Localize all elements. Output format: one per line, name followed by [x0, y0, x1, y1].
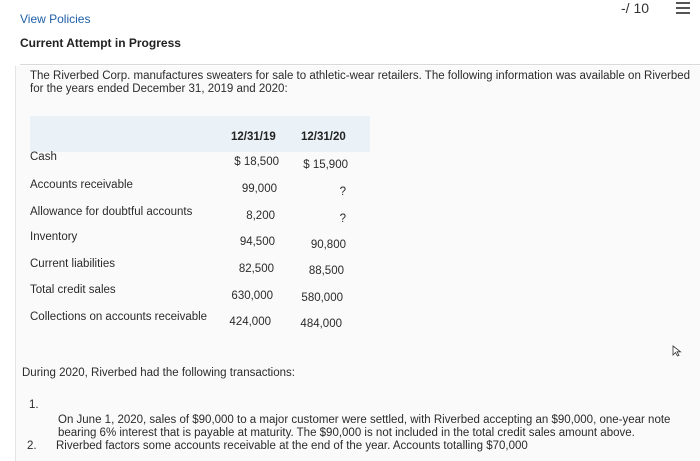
transaction-number: 2. — [27, 440, 37, 452]
cell-cash-2019: $ 18,500 — [234, 156, 279, 168]
row-label-accounts-receivable: Accounts receivable — [30, 179, 133, 191]
cell-liabilities-2019: 82,500 — [238, 263, 274, 275]
top-bar — [0, 0, 700, 60]
hamburger-menu-icon[interactable] — [676, 2, 690, 14]
row-label-allowance: Allowance for doubtful accounts — [30, 206, 193, 218]
attempt-status: Current Attempt in Progress — [20, 36, 181, 50]
transaction-item: Riverbed factors some accounts receivable at the end of the year. Accounts totalling $70,000 — [56, 440, 528, 452]
cell-collections-2019: 424,000 — [229, 316, 271, 328]
row-label-collections: Collections on accounts receivable — [30, 311, 208, 323]
transactions-intro: During 2020, Riverbed had the following transactions: — [22, 367, 295, 379]
question-panel — [15, 66, 700, 461]
cell-allowance-2019: 8,200 — [246, 210, 275, 222]
view-policies-link[interactable]: View Policies — [20, 12, 91, 26]
mouse-cursor-icon — [672, 345, 682, 357]
transaction-number: 1. — [29, 399, 39, 411]
cell-sales-2020: 580,000 — [301, 292, 343, 304]
row-label-cash: Cash — [30, 151, 57, 163]
problem-intro: The Riverbed Corp. manufactures sweaters for sale to athletic-wear retailers. The following information was available on Riverbed for the years ended December 31, 2019 and 2020: — [30, 70, 691, 95]
cell-ar-2019: 99,000 — [241, 183, 277, 195]
row-label-total-credit-sales: Total credit sales — [30, 284, 116, 296]
cell-sales-2019: 630,000 — [231, 290, 273, 302]
row-label-inventory: Inventory — [30, 231, 78, 243]
cell-ar-2020: ? — [339, 186, 346, 198]
cell-cash-2020: $ 15,900 — [303, 159, 348, 171]
cell-collections-2020: 484,000 — [300, 318, 342, 330]
score-display: -/ 10 — [621, 0, 650, 16]
cell-allowance-2020: ? — [339, 213, 346, 225]
column-header-2020: 12/31/20 — [301, 131, 346, 143]
column-header-2019: 12/31/19 — [231, 131, 276, 143]
header-divider — [20, 64, 700, 65]
cell-inventory-2020: 90,800 — [310, 239, 346, 251]
table-header — [30, 116, 370, 152]
cell-inventory-2019: 94,500 — [239, 236, 275, 248]
row-label-current-liabilities: Current liabilities — [30, 258, 116, 270]
cell-liabilities-2020: 88,500 — [308, 265, 344, 277]
transaction-item: On June 1, 2020, sales of $90,000 to a major customer were settled, with Riverbed accepting an $90,000, one-year note bearing 6% interest that is payable at maturity. The $90,000 is not included in the total credit sales amount above. — [58, 414, 671, 439]
